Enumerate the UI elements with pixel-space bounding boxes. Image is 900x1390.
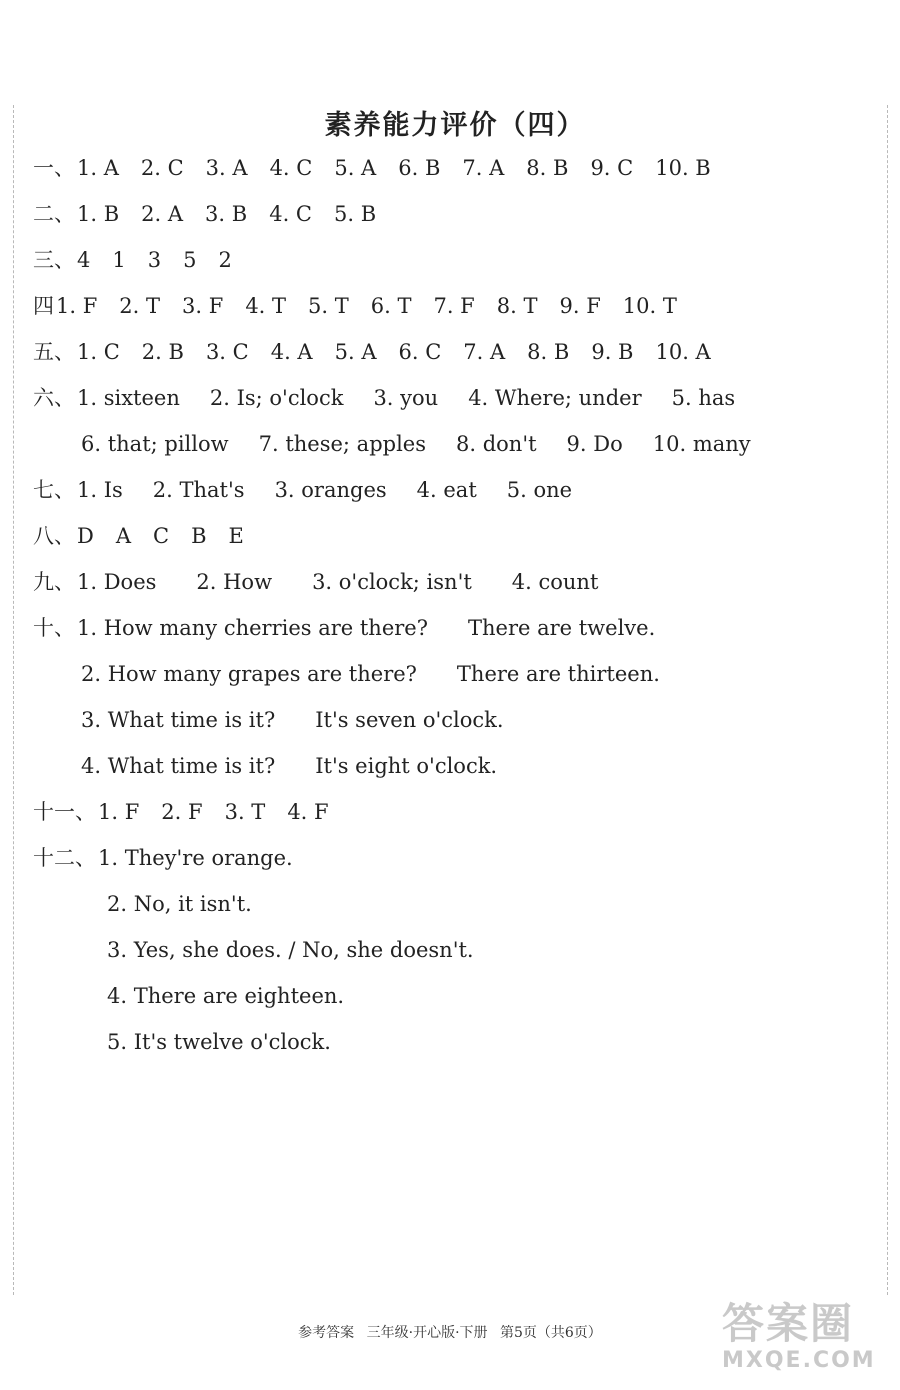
answer-item: 1. sixteen bbox=[77, 386, 180, 410]
footer-grade: 三年级·开心版·下册 bbox=[366, 1325, 488, 1341]
answer-item: 4. A bbox=[270, 340, 313, 364]
section-number: 八、 bbox=[33, 524, 75, 548]
answer-item: A bbox=[115, 524, 132, 548]
answer-item: 4. There are eighteen. bbox=[107, 984, 345, 1008]
answer-item: 3. o'clock; isn't bbox=[312, 570, 472, 594]
section-10-line-4 bbox=[33, 743, 873, 789]
answer-question: 4. What time is it? bbox=[81, 754, 276, 778]
answer-item: 4 bbox=[77, 248, 91, 272]
answer-item: 2. B bbox=[141, 340, 184, 364]
answer-item: 6. B bbox=[398, 156, 441, 180]
section-3-line bbox=[33, 237, 873, 283]
answer-item: 10. A bbox=[655, 340, 711, 364]
page-title: 素养能力评价（四） bbox=[324, 110, 586, 141]
section-12-line-4 bbox=[33, 973, 873, 1019]
section-number: 十一、 bbox=[33, 800, 96, 824]
answer-item: 1. F bbox=[98, 800, 140, 824]
answer-item: 3 bbox=[147, 248, 162, 272]
section-number: 九、 bbox=[33, 570, 75, 594]
section-2-line bbox=[33, 191, 873, 237]
answer-item: 4. T bbox=[245, 294, 287, 318]
answer-item: 10. many bbox=[652, 432, 751, 456]
answer-item: 2. Is; o'clock bbox=[209, 386, 344, 410]
section-8-line bbox=[33, 513, 873, 559]
section-6-line bbox=[33, 375, 873, 421]
answer-item: 5 bbox=[183, 248, 197, 272]
answer-item: 2 bbox=[218, 248, 232, 272]
answer-item: 1 bbox=[112, 248, 126, 272]
answer-item: 5. T bbox=[308, 294, 349, 318]
answer-item: 9. B bbox=[591, 340, 634, 364]
section-4-line bbox=[33, 283, 873, 329]
answer-item: 1. Does bbox=[77, 570, 157, 594]
section-12-line-2 bbox=[33, 881, 873, 927]
answer-item: 1. B bbox=[77, 202, 120, 226]
section-number: 十、 bbox=[33, 616, 75, 640]
answer-item: 10. B bbox=[655, 156, 711, 180]
answer-item: 8. T bbox=[496, 294, 538, 318]
answer-question: 3. What time is it? bbox=[81, 708, 276, 732]
watermark-top-text: 答案圈 bbox=[722, 1299, 855, 1348]
section-10-line-3 bbox=[33, 697, 873, 743]
answer-item: 1. F bbox=[56, 294, 98, 318]
section-7-line bbox=[33, 467, 873, 513]
answer-item: 5. one bbox=[506, 478, 573, 502]
answer-item: D bbox=[77, 524, 94, 548]
left-margin-dashed-line bbox=[13, 105, 14, 1295]
answer-item: 2. T bbox=[119, 294, 161, 318]
answer-item: 5. It's twelve o'clock. bbox=[107, 1030, 331, 1054]
watermark-bottom-text: MXQE.COM bbox=[722, 1348, 876, 1373]
answer-item: 7. A bbox=[463, 340, 506, 364]
answer-item: 3. you bbox=[373, 386, 439, 410]
section-10-line-2 bbox=[33, 651, 873, 697]
answer-item: 4. C bbox=[269, 156, 313, 180]
section-12-line bbox=[33, 835, 873, 881]
answer-item: 2. No, it isn't. bbox=[107, 892, 252, 916]
answer-item: 1. They're orange. bbox=[98, 846, 293, 870]
answer-item: 4. F bbox=[287, 800, 329, 824]
answer-response: There are thirteen. bbox=[456, 662, 660, 686]
section-number: 五、 bbox=[33, 340, 75, 364]
answer-item: C bbox=[153, 524, 170, 548]
answer-item: 9. C bbox=[590, 156, 634, 180]
answer-item: 1. A bbox=[77, 156, 119, 180]
answer-response: There are twelve. bbox=[467, 616, 656, 640]
answer-item: 3. oranges bbox=[274, 478, 387, 502]
answer-item: 4. count bbox=[511, 570, 599, 594]
section-1-line bbox=[33, 145, 873, 191]
answer-question: 1. How many cherries are there? bbox=[77, 616, 428, 640]
answer-question: 2. How many grapes are there? bbox=[81, 662, 417, 686]
answer-response: It's eight o'clock. bbox=[315, 754, 498, 778]
answer-item: 4. eat bbox=[416, 478, 477, 502]
answer-item: 4. C bbox=[269, 202, 312, 226]
section-9-line bbox=[33, 559, 873, 605]
footer-label: 参考答案 bbox=[298, 1325, 355, 1341]
answer-item: 5. A bbox=[334, 156, 377, 180]
answer-item: 10. T bbox=[622, 294, 677, 318]
answer-item: 3. Yes, she does. / No, she doesn't. bbox=[107, 938, 474, 962]
section-number: 七、 bbox=[33, 478, 75, 502]
right-margin-dashed-line bbox=[887, 105, 888, 1295]
footer-page-number: 第5页（共6页） bbox=[499, 1325, 602, 1341]
section-5-line bbox=[33, 329, 873, 375]
section-number: 二、 bbox=[33, 202, 75, 226]
answer-item: 5. A bbox=[334, 340, 377, 364]
answer-item: 5. B bbox=[333, 202, 377, 226]
answer-item: 8. don't bbox=[456, 432, 537, 456]
answer-item: 2. That's bbox=[152, 478, 245, 502]
answer-item: E bbox=[228, 524, 244, 548]
answer-item: 2. How bbox=[196, 570, 273, 594]
answer-item: 9. F bbox=[559, 294, 601, 318]
section-12-line-5 bbox=[33, 1019, 873, 1065]
answer-item: 2. C bbox=[140, 156, 184, 180]
answer-item: 2. A bbox=[141, 202, 184, 226]
answer-item: 2. F bbox=[161, 800, 203, 824]
answer-item: 8. B bbox=[526, 156, 569, 180]
answer-response: It's seven o'clock. bbox=[315, 708, 504, 732]
answer-item: 8. B bbox=[527, 340, 570, 364]
section-number: 十二、 bbox=[33, 846, 96, 870]
answer-item: 1. C bbox=[77, 340, 120, 364]
section-number: 一、 bbox=[33, 156, 75, 180]
answer-item: 7. these; apples bbox=[258, 432, 426, 456]
answer-item: 3. B bbox=[205, 202, 248, 226]
answer-item: 7. A bbox=[462, 156, 505, 180]
section-12-line-3 bbox=[33, 927, 873, 973]
answer-item: 5. has bbox=[671, 386, 736, 410]
answer-item: 1. Is bbox=[77, 478, 123, 502]
section-10-line bbox=[33, 605, 873, 651]
answer-item: B bbox=[191, 524, 207, 548]
answer-list bbox=[33, 145, 873, 1065]
answer-item: 3. A bbox=[205, 156, 248, 180]
watermark-logo bbox=[722, 1300, 892, 1390]
answer-item: 6. C bbox=[398, 340, 442, 364]
answer-item: 6. T bbox=[370, 294, 412, 318]
answer-item: 3. T bbox=[224, 800, 266, 824]
section-number: 三、 bbox=[33, 248, 75, 272]
section-number: 六、 bbox=[33, 386, 75, 410]
answer-item: 3. C bbox=[205, 340, 249, 364]
section-6-continued-line bbox=[33, 421, 873, 467]
answer-item: 3. F bbox=[182, 294, 224, 318]
answer-item: 6. that; pillow bbox=[81, 432, 229, 456]
answer-item: 9. Do bbox=[566, 432, 623, 456]
answer-item: 7. F bbox=[433, 294, 475, 318]
section-number: 四 bbox=[33, 294, 54, 318]
section-11-line bbox=[33, 789, 873, 835]
answer-item: 4. Where; under bbox=[468, 386, 642, 410]
